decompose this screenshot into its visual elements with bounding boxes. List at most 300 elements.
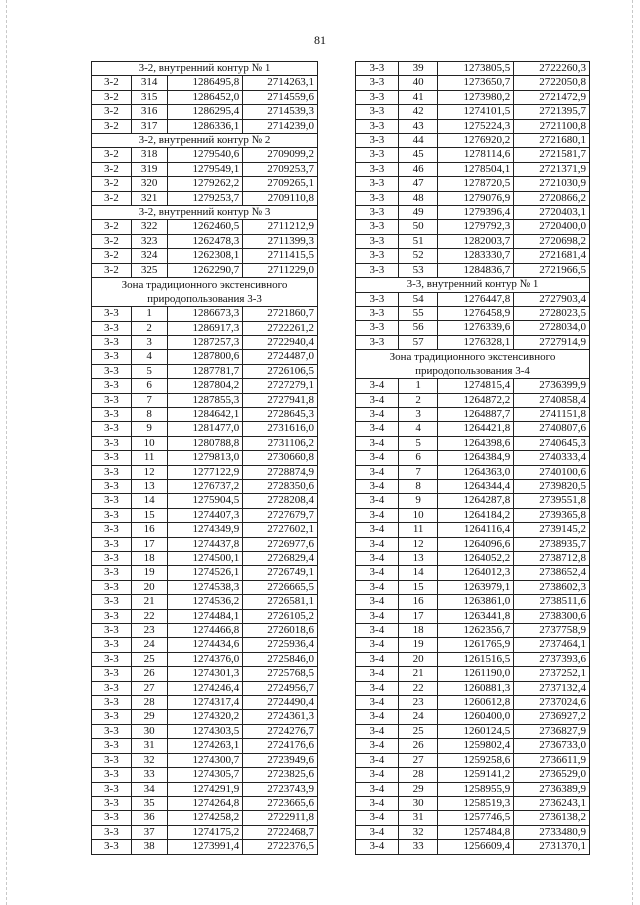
zone-cell: 3-3 [92, 696, 132, 710]
x-coordinate-cell: 1279262,2 [167, 177, 243, 191]
y-coordinate-cell: 2728645,3 [243, 407, 318, 421]
y-coordinate-cell: 2720403,1 [514, 206, 590, 220]
x-coordinate-cell: 1276328,1 [438, 335, 514, 349]
table-row [356, 191, 590, 205]
x-coordinate-cell: 1274263,1 [167, 739, 243, 753]
table-row [92, 479, 318, 493]
zone-cell: 3-3 [356, 162, 399, 176]
zone-cell: 3-3 [92, 350, 132, 364]
point-number-cell: 41 [398, 90, 438, 104]
x-coordinate-cell: 1279549,1 [167, 162, 243, 176]
zone-cell: 3-4 [356, 652, 399, 666]
table-row [356, 148, 590, 162]
table-row [92, 119, 318, 133]
point-number-cell: 321 [131, 191, 167, 205]
table-row [356, 710, 590, 724]
y-coordinate-cell: 2737393,6 [514, 652, 590, 666]
y-coordinate-cell: 2733480,9 [514, 825, 590, 839]
x-coordinate-cell: 1286336,1 [167, 119, 243, 133]
x-coordinate-cell: 1264287,8 [438, 494, 514, 508]
zone-cell: 3-4 [356, 580, 399, 594]
x-coordinate-cell: 1258955,9 [438, 782, 514, 796]
x-coordinate-cell: 1282003,7 [438, 234, 514, 248]
x-coordinate-cell: 1279792,3 [438, 220, 514, 234]
left-margin-line [6, 0, 7, 905]
y-coordinate-cell: 2737252,1 [514, 667, 590, 681]
y-coordinate-cell: 2728350,6 [243, 479, 318, 493]
y-coordinate-cell: 2725846,0 [243, 652, 318, 666]
zone-cell: 3-2 [92, 90, 132, 104]
zone-cell: 3-4 [356, 523, 399, 537]
y-coordinate-cell: 2722468,7 [243, 825, 318, 839]
zone-cell: 3-3 [92, 624, 132, 638]
zone-header-row [356, 350, 590, 379]
zone-cell: 3-2 [92, 119, 132, 133]
y-coordinate-cell: 2738300,6 [514, 609, 590, 623]
x-coordinate-cell: 1262290,7 [167, 263, 243, 277]
point-number-cell: 10 [398, 508, 438, 522]
zone-cell: 3-3 [92, 537, 132, 551]
x-coordinate-cell: 1274376,0 [167, 652, 243, 666]
point-number-cell: 26 [131, 667, 167, 681]
point-number-cell: 45 [398, 148, 438, 162]
y-coordinate-cell: 2727602,1 [243, 523, 318, 537]
point-number-cell: 48 [398, 191, 438, 205]
y-coordinate-cell: 2726749,1 [243, 566, 318, 580]
table-row [356, 624, 590, 638]
table-row [92, 148, 318, 162]
x-coordinate-cell: 1264012,3 [438, 566, 514, 580]
y-coordinate-cell: 2727679,7 [243, 508, 318, 522]
table-row [92, 90, 318, 104]
zone-cell: 3-2 [92, 234, 132, 248]
zone-cell: 3-4 [356, 638, 399, 652]
zone-cell: 3-3 [92, 566, 132, 580]
zone-cell: 3-4 [356, 465, 399, 479]
point-number-cell: 11 [131, 451, 167, 465]
x-coordinate-cell: 1278720,5 [438, 177, 514, 191]
x-coordinate-cell: 1258519,3 [438, 796, 514, 810]
y-coordinate-cell: 2736138,2 [514, 811, 590, 825]
zone-cell: 3-3 [92, 364, 132, 378]
table-row [356, 306, 590, 320]
table-row [356, 76, 590, 90]
y-coordinate-cell: 2722261,2 [243, 321, 318, 335]
y-coordinate-cell: 2721030,9 [514, 177, 590, 191]
point-number-cell: 4 [398, 422, 438, 436]
zone-cell: 3-4 [356, 739, 399, 753]
x-coordinate-cell: 1279396,4 [438, 206, 514, 220]
zone-cell: 3-3 [92, 667, 132, 681]
left-coordinates-table-column [91, 61, 318, 855]
x-coordinate-cell: 1273650,7 [438, 76, 514, 90]
table-row [92, 451, 318, 465]
table-row [92, 321, 318, 335]
y-coordinate-cell: 2736611,9 [514, 753, 590, 767]
y-coordinate-cell: 2722911,8 [243, 811, 318, 825]
point-number-cell: 27 [398, 753, 438, 767]
point-number-cell: 3 [398, 407, 438, 421]
y-coordinate-cell: 2724361,3 [243, 710, 318, 724]
table-row [356, 609, 590, 623]
zone-cell: 3-4 [356, 696, 399, 710]
point-number-cell: 9 [398, 494, 438, 508]
x-coordinate-cell: 1274291,9 [167, 782, 243, 796]
zone-cell: 3-3 [92, 379, 132, 393]
point-number-cell: 21 [398, 667, 438, 681]
point-number-cell: 22 [131, 609, 167, 623]
zone-cell: 3-4 [356, 494, 399, 508]
x-coordinate-cell: 1264344,4 [438, 479, 514, 493]
x-coordinate-cell: 1275224,3 [438, 119, 514, 133]
table-row [92, 825, 318, 839]
x-coordinate-cell: 1262308,1 [167, 249, 243, 263]
point-number-cell: 13 [398, 552, 438, 566]
x-coordinate-cell: 1257746,5 [438, 811, 514, 825]
zone-cell: 3-4 [356, 407, 399, 421]
table-row [356, 566, 590, 580]
point-number-cell: 10 [131, 436, 167, 450]
y-coordinate-cell: 2725936,4 [243, 638, 318, 652]
y-coordinate-cell: 2722260,3 [514, 62, 590, 76]
point-number-cell: 55 [398, 306, 438, 320]
x-coordinate-cell: 1280788,8 [167, 436, 243, 450]
y-coordinate-cell: 2727914,9 [514, 335, 590, 349]
table-row [356, 249, 590, 263]
x-coordinate-cell: 1277122,9 [167, 465, 243, 479]
zone-cell: 3-3 [356, 321, 399, 335]
point-number-cell: 22 [398, 681, 438, 695]
x-coordinate-cell: 1260400,0 [438, 710, 514, 724]
table-row [92, 407, 318, 421]
x-coordinate-cell: 1274407,3 [167, 508, 243, 522]
point-number-cell: 325 [131, 263, 167, 277]
zone-cell: 3-4 [356, 796, 399, 810]
point-number-cell: 5 [131, 364, 167, 378]
y-coordinate-cell: 2724487,0 [243, 350, 318, 364]
point-number-cell: 33 [398, 840, 438, 854]
table-row [92, 335, 318, 349]
section-header-row [356, 278, 590, 292]
y-coordinate-cell: 2721472,9 [514, 90, 590, 104]
table-row [356, 220, 590, 234]
x-coordinate-cell: 1276339,6 [438, 321, 514, 335]
point-number-cell: 47 [398, 177, 438, 191]
y-coordinate-cell: 2709099,2 [243, 148, 318, 162]
y-coordinate-cell: 2737464,1 [514, 638, 590, 652]
point-number-cell: 51 [398, 234, 438, 248]
table-row [356, 667, 590, 681]
y-coordinate-cell: 2723949,6 [243, 753, 318, 767]
point-number-cell: 21 [131, 595, 167, 609]
point-number-cell: 24 [398, 710, 438, 724]
table-row [92, 76, 318, 90]
y-coordinate-cell: 2728023,5 [514, 306, 590, 320]
point-number-cell: 42 [398, 105, 438, 119]
table-row [356, 523, 590, 537]
table-row [92, 696, 318, 710]
x-coordinate-cell: 1287804,2 [167, 379, 243, 393]
table-row [92, 811, 318, 825]
y-coordinate-cell: 2731616,0 [243, 422, 318, 436]
point-number-cell: 5 [398, 436, 438, 450]
y-coordinate-cell: 2727903,4 [514, 292, 590, 306]
x-coordinate-cell: 1286495,8 [167, 76, 243, 90]
table-row [92, 220, 318, 234]
y-coordinate-cell: 2728874,9 [243, 465, 318, 479]
point-number-cell: 14 [398, 566, 438, 580]
x-coordinate-cell: 1274466,8 [167, 624, 243, 638]
point-number-cell: 324 [131, 249, 167, 263]
right-coordinates-table-column [355, 61, 590, 855]
x-coordinate-cell: 1286917,3 [167, 321, 243, 335]
zone-cell: 3-2 [92, 220, 132, 234]
table-row [92, 249, 318, 263]
right-margin-line [632, 0, 633, 905]
table-row [92, 350, 318, 364]
zone-cell: 3-3 [92, 580, 132, 594]
y-coordinate-cell: 2726665,5 [243, 580, 318, 594]
zone-cell: 3-2 [92, 105, 132, 119]
y-coordinate-cell: 2728208,4 [243, 494, 318, 508]
zone-cell: 3-4 [356, 782, 399, 796]
table-row [356, 840, 590, 854]
zone-cell: 3-3 [92, 782, 132, 796]
x-coordinate-cell: 1274246,4 [167, 681, 243, 695]
x-coordinate-cell: 1264398,6 [438, 436, 514, 450]
y-coordinate-cell: 2720866,2 [514, 191, 590, 205]
x-coordinate-cell: 1279540,6 [167, 148, 243, 162]
y-coordinate-cell: 2721680,1 [514, 134, 590, 148]
table-row [356, 825, 590, 839]
zone-cell: 3-3 [356, 335, 399, 349]
point-number-cell: 28 [131, 696, 167, 710]
y-coordinate-cell: 2714263,1 [243, 76, 318, 90]
x-coordinate-cell: 1273991,4 [167, 840, 243, 854]
zone-cell: 3-3 [356, 134, 399, 148]
point-number-cell: 30 [398, 796, 438, 810]
table-row [356, 739, 590, 753]
zone-cell: 3-3 [92, 710, 132, 724]
section-header: 3-3, внутренний контур № 1 [356, 278, 590, 292]
x-coordinate-cell: 1274484,1 [167, 609, 243, 623]
x-coordinate-cell: 1274500,1 [167, 552, 243, 566]
point-number-cell: 23 [398, 696, 438, 710]
x-coordinate-cell: 1260881,3 [438, 681, 514, 695]
y-coordinate-cell: 2724276,7 [243, 724, 318, 738]
point-number-cell: 46 [398, 162, 438, 176]
zone-cell: 3-3 [356, 62, 399, 76]
y-coordinate-cell: 2714559,6 [243, 90, 318, 104]
table-row [92, 724, 318, 738]
x-coordinate-cell: 1278114,6 [438, 148, 514, 162]
point-number-cell: 12 [398, 537, 438, 551]
zone-cell: 3-4 [356, 681, 399, 695]
zone-cell: 3-2 [92, 162, 132, 176]
point-number-cell: 27 [131, 681, 167, 695]
zone-cell: 3-4 [356, 710, 399, 724]
x-coordinate-cell: 1286673,3 [167, 307, 243, 321]
zone-cell: 3-2 [92, 191, 132, 205]
point-number-cell: 32 [131, 753, 167, 767]
zone-cell: 3-3 [356, 76, 399, 90]
y-coordinate-cell: 2736389,9 [514, 782, 590, 796]
point-number-cell: 32 [398, 825, 438, 839]
table-row [356, 638, 590, 652]
table-row [356, 393, 590, 407]
x-coordinate-cell: 1274536,2 [167, 595, 243, 609]
y-coordinate-cell: 2731370,1 [514, 840, 590, 854]
y-coordinate-cell: 2711399,3 [243, 234, 318, 248]
y-coordinate-cell: 2720698,2 [514, 234, 590, 248]
y-coordinate-cell: 2737758,9 [514, 624, 590, 638]
y-coordinate-cell: 2730660,8 [243, 451, 318, 465]
table-row [92, 638, 318, 652]
y-coordinate-cell: 2721681,4 [514, 249, 590, 263]
table-row [92, 710, 318, 724]
table-row [92, 393, 318, 407]
table-row [92, 537, 318, 551]
zone-cell: 3-3 [92, 796, 132, 810]
y-coordinate-cell: 2721371,9 [514, 162, 590, 176]
x-coordinate-cell: 1274526,1 [167, 566, 243, 580]
x-coordinate-cell: 1259802,4 [438, 739, 514, 753]
table-row [356, 436, 590, 450]
y-coordinate-cell: 2714539,3 [243, 105, 318, 119]
zone-cell: 3-4 [356, 609, 399, 623]
zone-header [356, 350, 590, 379]
y-coordinate-cell: 2740807,6 [514, 422, 590, 436]
zone-cell: 3-4 [356, 624, 399, 638]
zone-cell: 3-3 [356, 191, 399, 205]
point-number-cell: 19 [398, 638, 438, 652]
x-coordinate-cell: 1260612,8 [438, 696, 514, 710]
table-row [92, 508, 318, 522]
zone-cell: 3-4 [356, 379, 399, 393]
table-row [356, 552, 590, 566]
point-number-cell: 24 [131, 638, 167, 652]
point-number-cell: 16 [131, 523, 167, 537]
table-row [92, 494, 318, 508]
point-number-cell: 18 [131, 552, 167, 566]
zone-cell: 3-3 [92, 753, 132, 767]
zone-cell: 3-3 [92, 407, 132, 421]
table-row [356, 105, 590, 119]
y-coordinate-cell: 2739145,2 [514, 523, 590, 537]
point-number-cell: 2 [131, 321, 167, 335]
table-row [356, 407, 590, 421]
point-number-cell: 6 [398, 451, 438, 465]
point-number-cell: 4 [131, 350, 167, 364]
x-coordinate-cell: 1274815,4 [438, 379, 514, 393]
zone-cell: 3-4 [356, 724, 399, 738]
table-row [92, 840, 318, 854]
zone-cell: 3-3 [92, 609, 132, 623]
x-coordinate-cell: 1281477,0 [167, 422, 243, 436]
y-coordinate-cell: 2736733,0 [514, 739, 590, 753]
x-coordinate-cell: 1261190,0 [438, 667, 514, 681]
table-row [92, 782, 318, 796]
y-coordinate-cell: 2736529,0 [514, 768, 590, 782]
x-coordinate-cell: 1274258,2 [167, 811, 243, 825]
y-coordinate-cell: 2736927,2 [514, 710, 590, 724]
zone-cell: 3-3 [356, 177, 399, 191]
zone-cell: 3-3 [92, 479, 132, 493]
table-row [92, 681, 318, 695]
table-row [92, 552, 318, 566]
table-row [92, 105, 318, 119]
y-coordinate-cell: 2723825,6 [243, 768, 318, 782]
x-coordinate-cell: 1264872,2 [438, 393, 514, 407]
zone-cell: 3-4 [356, 811, 399, 825]
x-coordinate-cell: 1259141,2 [438, 768, 514, 782]
x-coordinate-cell: 1274264,8 [167, 796, 243, 810]
point-number-cell: 319 [131, 162, 167, 176]
x-coordinate-cell: 1274437,8 [167, 537, 243, 551]
point-number-cell: 15 [131, 508, 167, 522]
x-coordinate-cell: 1273980,2 [438, 90, 514, 104]
table-row [356, 234, 590, 248]
page-number: 81 [314, 33, 326, 47]
y-coordinate-cell: 2721100,8 [514, 119, 590, 133]
zone-cell: 3-3 [92, 393, 132, 407]
y-coordinate-cell: 2738712,8 [514, 552, 590, 566]
left-coordinates-table [91, 61, 318, 855]
point-number-cell: 38 [131, 840, 167, 854]
zone-cell: 3-2 [92, 263, 132, 277]
y-coordinate-cell: 2741151,8 [514, 407, 590, 421]
x-coordinate-cell: 1261516,5 [438, 652, 514, 666]
point-number-cell: 15 [398, 580, 438, 594]
point-number-cell: 323 [131, 234, 167, 248]
y-coordinate-cell: 2714239,0 [243, 119, 318, 133]
section-header: 3-2, внутренний контур № 2 [92, 134, 318, 148]
y-coordinate-cell: 2709110,8 [243, 191, 318, 205]
point-number-cell: 52 [398, 249, 438, 263]
table-row [92, 177, 318, 191]
point-number-cell: 53 [398, 263, 438, 277]
y-coordinate-cell: 2723665,6 [243, 796, 318, 810]
x-coordinate-cell: 1283330,7 [438, 249, 514, 263]
point-number-cell: 34 [131, 782, 167, 796]
zone-cell: 3-4 [356, 840, 399, 854]
zone-cell: 3-3 [356, 220, 399, 234]
zone-cell: 3-2 [92, 249, 132, 263]
x-coordinate-cell: 1287800,6 [167, 350, 243, 364]
zone-cell: 3-3 [92, 321, 132, 335]
table-row [356, 811, 590, 825]
zone-cell: 3-4 [356, 422, 399, 436]
x-coordinate-cell: 1264363,0 [438, 465, 514, 479]
section-header-row [92, 134, 318, 148]
y-coordinate-cell: 2740100,6 [514, 465, 590, 479]
y-coordinate-cell: 2726581,1 [243, 595, 318, 609]
x-coordinate-cell: 1260124,5 [438, 724, 514, 738]
table-row [92, 422, 318, 436]
table-row [356, 335, 590, 349]
zone-cell: 3-4 [356, 753, 399, 767]
x-coordinate-cell: 1274538,3 [167, 580, 243, 594]
x-coordinate-cell: 1264887,7 [438, 407, 514, 421]
zone-cell: 3-4 [356, 451, 399, 465]
x-coordinate-cell: 1263861,0 [438, 595, 514, 609]
x-coordinate-cell: 1287257,3 [167, 335, 243, 349]
y-coordinate-cell: 2721395,7 [514, 105, 590, 119]
zone-header-line1: Зона традиционного экстенсивного [121, 279, 288, 292]
table-row [92, 609, 318, 623]
zone-cell: 3-3 [92, 508, 132, 522]
x-coordinate-cell: 1276920,2 [438, 134, 514, 148]
